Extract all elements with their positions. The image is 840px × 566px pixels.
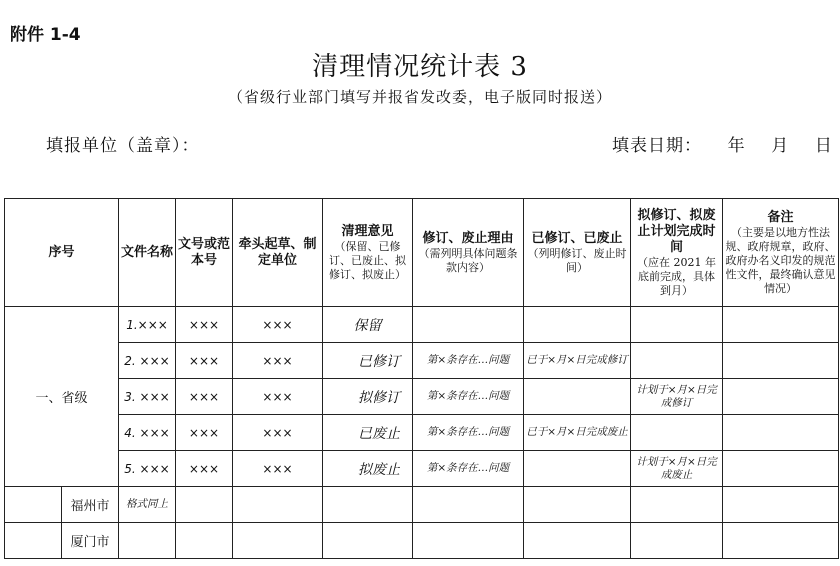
empty-cell xyxy=(176,487,233,523)
header-reason-note: （需列明具体问题条款内容） xyxy=(418,246,518,274)
header-drafter: 牵头起草、制定单位 xyxy=(233,199,323,307)
table-row xyxy=(5,451,839,487)
row-doc-name: 3. ××× xyxy=(119,379,176,415)
table-row xyxy=(5,379,839,415)
header-opinion-title: 清理意见 xyxy=(341,223,394,239)
header-remark-note: （主要是以地方性法规、政府规章，政府、政府办名义印发的规范性文件，最终确认意见情况） xyxy=(725,225,836,295)
city-note xyxy=(119,523,176,559)
header-done-note: （列明修订、废止时间） xyxy=(527,246,627,274)
row-drafter: ××× xyxy=(233,307,323,343)
row-reason: 第×条存在…问题 xyxy=(413,343,524,379)
row-done xyxy=(524,451,631,487)
empty-cell xyxy=(631,523,723,559)
header-plan-title: 拟修订、拟废止计划完成时间 xyxy=(637,207,716,255)
empty-cell xyxy=(413,523,524,559)
row-plan xyxy=(631,307,723,343)
empty-cell xyxy=(323,487,413,523)
date-year: 年 xyxy=(727,136,746,156)
header-doc-name: 文件名称 xyxy=(119,199,176,307)
date-month: 月 xyxy=(771,136,790,156)
city-indent xyxy=(5,523,62,559)
row-opinion: 保留 xyxy=(323,307,413,343)
fill-date xyxy=(612,131,833,156)
header-row xyxy=(5,199,839,307)
row-doc-name: 1.××× xyxy=(119,307,176,343)
row-plan: 计划于×月×日完成修订 xyxy=(631,379,723,415)
row-doc-name: 4. ××× xyxy=(119,415,176,451)
annex-label: 附件 1-4 xyxy=(10,25,81,45)
empty-cell xyxy=(524,523,631,559)
row-reason xyxy=(413,307,524,343)
city-name: 福州市 xyxy=(62,487,119,523)
row-drafter: ××× xyxy=(233,451,323,487)
header-doc-no: 文号或范本号 xyxy=(176,199,233,307)
header-plan-note: （应在 2021 年底前完成，具体到月） xyxy=(637,255,717,297)
page-subtitle: （省级行业部门填写并报省发改委，电子版同时报送） xyxy=(227,88,612,106)
row-opinion: 已废止 xyxy=(323,415,413,451)
row-drafter: ××× xyxy=(233,379,323,415)
row-drafter: ××× xyxy=(233,415,323,451)
header-reason xyxy=(413,199,524,307)
city-row xyxy=(5,523,839,559)
header-done-title: 已修订、已废止 xyxy=(531,230,623,246)
row-doc-no: ××× xyxy=(176,415,233,451)
header-opinion-note: （保留、已修订、已废止、拟修订、拟废止） xyxy=(329,239,407,281)
empty-cell xyxy=(413,487,524,523)
header-plan xyxy=(631,199,723,307)
fill-unit-label: 填报单位（盖章）： xyxy=(46,136,200,156)
row-doc-no: ××× xyxy=(176,451,233,487)
city-name: 厦门市 xyxy=(62,523,119,559)
empty-cell xyxy=(233,523,323,559)
city-indent xyxy=(5,487,62,523)
statistics-table xyxy=(4,198,839,559)
header-remark-title: 备注 xyxy=(767,209,794,225)
empty-cell xyxy=(524,487,631,523)
table-row xyxy=(5,307,839,343)
empty-cell xyxy=(631,487,723,523)
row-opinion: 拟废止 xyxy=(323,451,413,487)
row-done: 已于×月×日完成废止 xyxy=(524,415,631,451)
fill-date-label: 填表日期： xyxy=(612,136,702,156)
row-plan xyxy=(631,343,723,379)
row-doc-no: ××× xyxy=(176,307,233,343)
empty-cell xyxy=(723,487,839,523)
empty-cell xyxy=(176,523,233,559)
row-remark xyxy=(723,343,839,379)
row-reason: 第×条存在…问题 xyxy=(413,451,524,487)
row-reason: 第×条存在…问题 xyxy=(413,415,524,451)
row-done xyxy=(524,379,631,415)
row-plan: 计划于×月×日完成废止 xyxy=(631,451,723,487)
row-remark xyxy=(723,379,839,415)
empty-cell xyxy=(233,487,323,523)
row-remark xyxy=(723,451,839,487)
row-doc-no: ××× xyxy=(176,343,233,379)
row-done xyxy=(524,307,631,343)
header-reason-title: 修订、废止理由 xyxy=(422,230,514,246)
row-doc-no: ××× xyxy=(176,379,233,415)
city-row xyxy=(5,487,839,523)
header-opinion xyxy=(323,199,413,307)
row-remark xyxy=(723,415,839,451)
table-row xyxy=(5,343,839,379)
row-plan xyxy=(631,415,723,451)
header-seq: 序号 xyxy=(5,199,119,307)
group-label: 一、省级 xyxy=(5,307,119,487)
header-done xyxy=(524,199,631,307)
row-doc-name: 5. ××× xyxy=(119,451,176,487)
date-day: 日 xyxy=(814,136,833,156)
header-remark xyxy=(723,199,839,307)
row-opinion: 拟修订 xyxy=(323,379,413,415)
row-done: 已于×月×日完成修订 xyxy=(524,343,631,379)
row-reason: 第×条存在…问题 xyxy=(413,379,524,415)
row-remark xyxy=(723,307,839,343)
page-title: 清理情况统计表 3 xyxy=(312,52,528,82)
empty-cell xyxy=(723,523,839,559)
empty-cell xyxy=(323,523,413,559)
city-note: 格式同上 xyxy=(119,487,176,523)
table-row xyxy=(5,415,839,451)
row-opinion: 已修订 xyxy=(323,343,413,379)
row-doc-name: 2. ××× xyxy=(119,343,176,379)
row-drafter: ××× xyxy=(233,343,323,379)
